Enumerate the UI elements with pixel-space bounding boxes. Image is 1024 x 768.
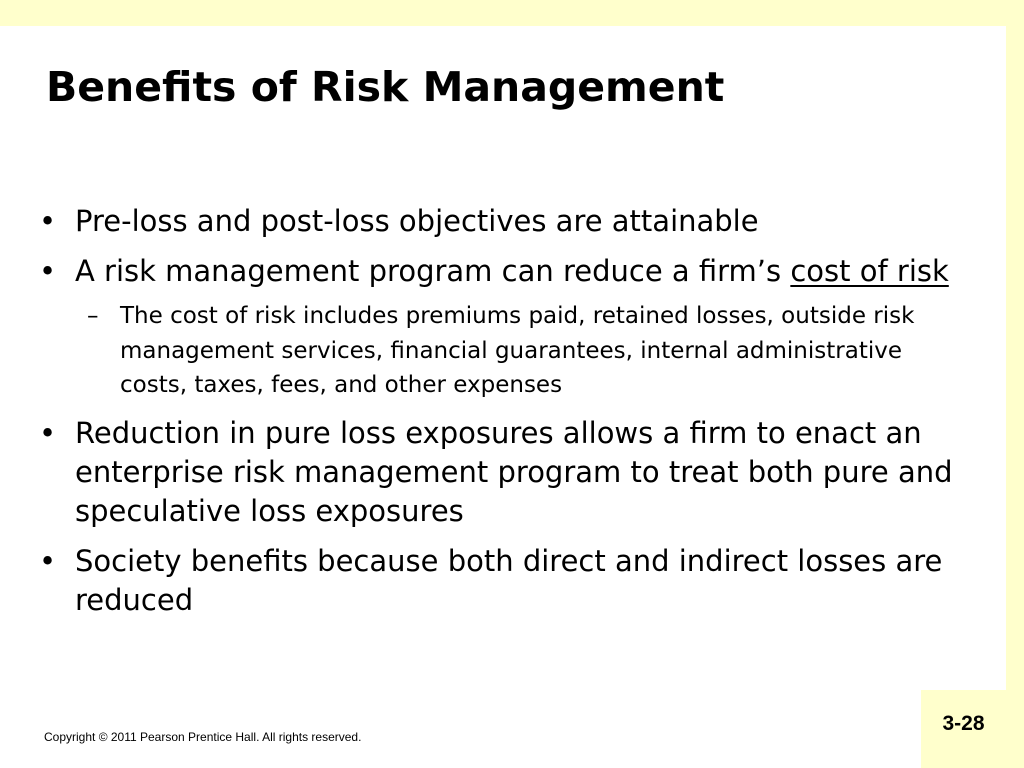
bullet-text: Reduction in pure loss exposures allows a firm to enact an enterprise risk management program to treat both pure and speculative loss exposures: [75, 415, 953, 528]
bullet-item: [36, 202, 966, 241]
slide-number: 3-28: [942, 712, 985, 735]
bullet-list: [36, 202, 966, 631]
bullet-marker: •: [39, 254, 57, 288]
sub-bullet-list: [75, 299, 966, 403]
sub-bullet-item: [75, 299, 966, 403]
bullet-marker: •: [39, 204, 57, 238]
bullet-item: [36, 252, 966, 403]
bullet-item: [36, 414, 966, 531]
bullet-marker: •: [39, 543, 57, 578]
bullet-text: Society benefits because both direct and indirect losses are reduced: [75, 543, 943, 617]
bullet-item: [36, 542, 966, 620]
slide-title: Benefits of Risk Management: [46, 63, 725, 111]
bullet-text: A risk management program can reduce a firm’s: [75, 254, 791, 288]
copyright-notice: Copyright © 2011 Pearson Prentice Hall. All rights reserved.: [44, 730, 362, 744]
slide-number-box: [921, 690, 1006, 768]
sub-bullet-text: The cost of risk includes premiums paid, retained losses, outside risk management services, financial guarantees, internal administrative costs, taxes, fees, and other expenses: [120, 303, 915, 398]
bullet-marker: •: [39, 415, 57, 450]
bullet-text: Pre-loss and post-loss objectives are attainable: [75, 204, 759, 238]
sub-bullet-marker: –: [87, 303, 99, 329]
cost-of-risk-link: cost of risk: [790, 254, 949, 288]
